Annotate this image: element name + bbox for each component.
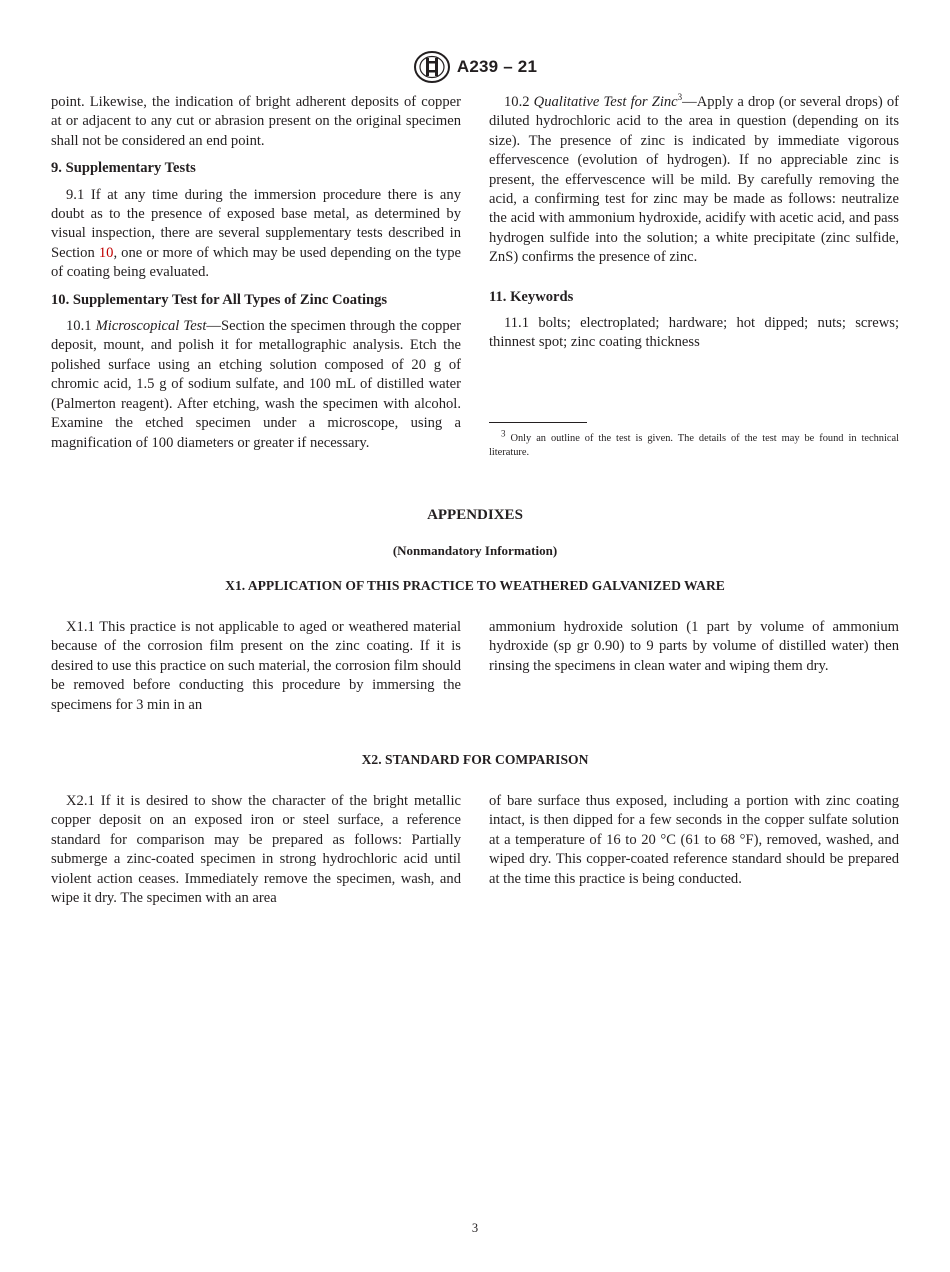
page-header [0, 50, 950, 84]
paragraph-10-2: 10.2 Qualitative Test for Zinc$^3$—Apply a drop (or several drops) of diluted hydrochloric acid to the area in question (depending on its size). The presence of zinc is indicated by immediate vigorous effervescence (evolution of hydrogen). If no appreciable zinc is present, the effervescence will be mild. By carefully removing the acid, a confirming test for zinc may be made as follows: neutralize the acid with ammonium hydroxide, acidify with acetic acid, and pass hydrogen sulfide into the solution; a white precipitate (zinc sulfide, ZnS) confirms the presence of zinc. [489, 92, 900, 266]
document-code: A239 – 21 [456, 57, 538, 76]
footnote-3: $^3$ Only an outline of the test is given. The details of the test may be found in technical literature. [489, 428, 899, 458]
x1-right-column [489, 618, 899, 676]
paragraph-9-1: 9.1 If at any time during the immersion procedure there is any doubt as to the presence of exposed base metal, as determined by visual inspection, there are several supplementary tests described in Section 10, one or more of which may be used depending on the type of coating being evaluated. [51, 186, 461, 281]
x1-left-column [51, 618, 461, 715]
paragraph-x2-1-continued: of bare surface thus exposed, including a portion with zinc coating intact, is then dipped for a few seconds in the copper sulfate solution at a temperature of 16 to 20 °C (61 to 68 °F), removed, washed, and wiped dry. This copper-coated reference standard should be prepared at the time this practice is being conducted. [489, 793, 899, 887]
x2-heading: X2. STANDARD FOR COMPARISON [361, 752, 589, 767]
section-11-heading: 11. Keywords [489, 288, 574, 305]
footnote-block [489, 422, 899, 459]
paragraph-continuation: point. Likewise, the indication of bright adherent deposits of copper at or adjacent to any cut or abrasion present on the original specimen shall not be considered an end point. [51, 94, 461, 149]
paragraph-10-1: 10.1 Microscopical Test—Section the specimen through the copper deposit, mount, and polish it for metallographic analysis. Etch the polished surface using an etching solution composed of 20 g of chromic acid, 1.5 g of sodium sulfate, and 100 mL of distilled water (Palmerton reagent). After etching, wash the specimen with alcohol. Examine the etched specimen under a microscope, using a magnification of 100 diameters or greater if necessary. [51, 318, 461, 451]
footnote-ref-3[interactable]: 3 [677, 92, 683, 103]
paragraph-11-1: 11.1 bolts; electroplated; hardware; hot dipped; nuts; screws; thinnest spot; zinc coating thickness [489, 315, 899, 351]
paragraph-x1-1: X1.1 This practice is not applicable to aged or weathered material because of the corrosion film present on the zinc coating. If it is desired to use this practice on such material, the corrosion film should be removed before conducting this procedure by immersing the specimens for 3 min in an [51, 619, 461, 713]
appendixes-title: APPENDIXES [427, 507, 523, 523]
left-column-top [51, 93, 461, 453]
x1-heading: X1. APPLICATION OF THIS PRACTICE TO WEATHERED GALVANIZED WARE [225, 578, 725, 593]
paragraph-x1-1-continued: ammonium hydroxide solution (1 part by volume of ammonium hydroxide (sp gr 0.90) to 9 parts by volume of distilled water) then rinsing the specimens in clean water and wiping them dry. [489, 619, 899, 674]
right-column-top [489, 93, 899, 353]
paragraph-x2-1: X2.1 If it is desired to show the character of the bright metallic copper deposit on an exposed iron or steel surface, a reference standard for comparison may be prepared as follows: Partially submerge a zinc-coated specimen in strong hydrochloric acid until violent action ceases. Immediately remove the specimen, wash, and wipe it dry. The specimen with an area [51, 793, 461, 907]
astm-logo-icon [413, 50, 451, 84]
x2-right-column [489, 792, 899, 889]
section-10-link[interactable]: 10 [98, 244, 114, 261]
section-10-heading: 10. Supplementary Test for All Types of Zinc Coatings [51, 291, 388, 308]
footnote-divider [489, 422, 587, 423]
section-9-heading: 9. Supplementary Tests [51, 160, 196, 177]
page-number: 3 [471, 1221, 479, 1235]
appendixes-subtitle: (Nonmandatory Information) [392, 543, 558, 558]
x2-left-column [51, 792, 461, 908]
